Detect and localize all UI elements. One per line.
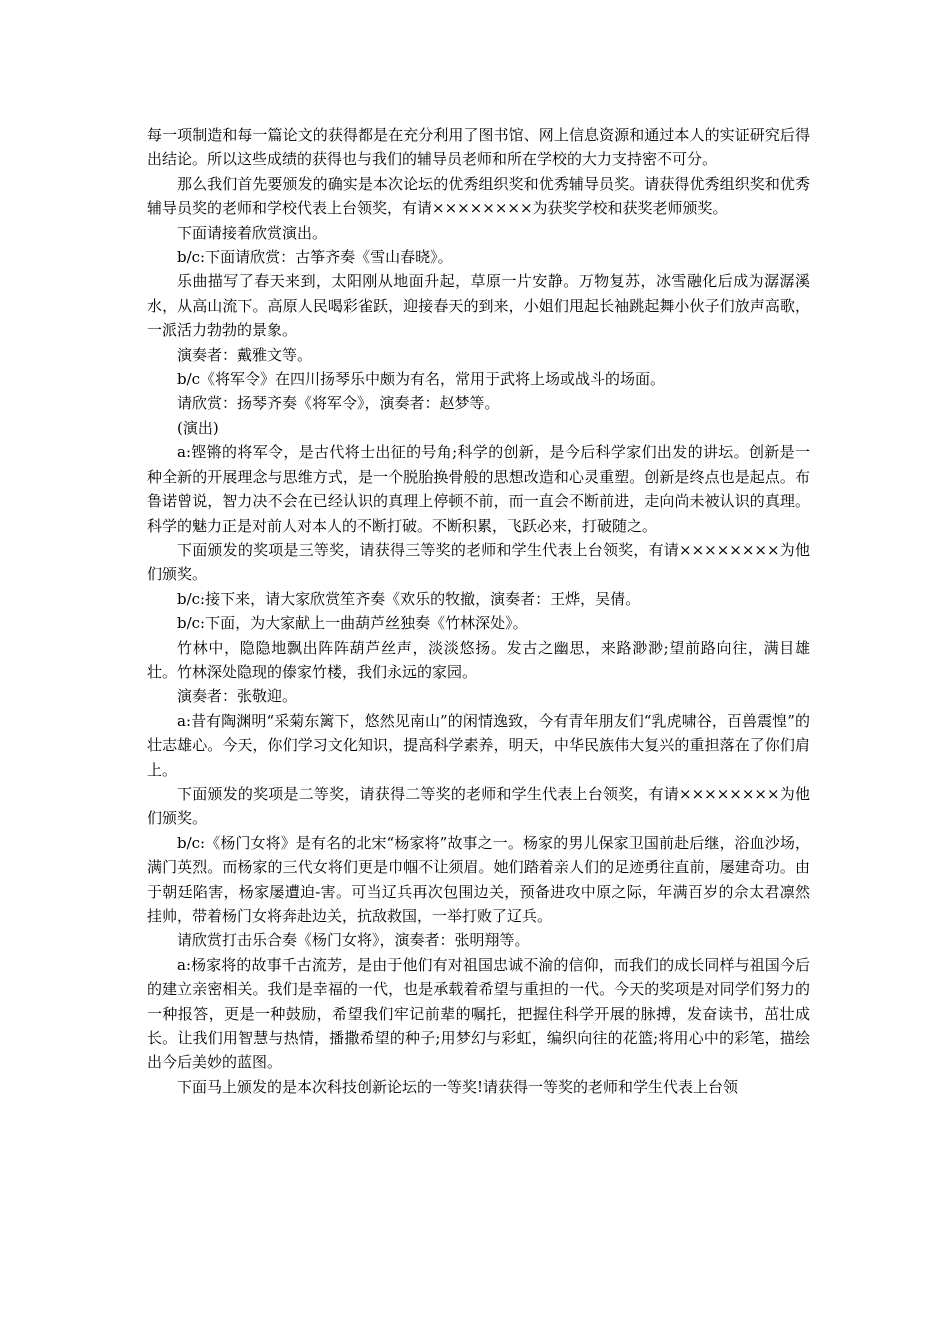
paragraph: b/c《将军令》在四川扬琴乐中颇为有名，常用于武将上场或战斗的场面。 [177,370,666,389]
paragraph: 下面请接着欣赏演出。 [177,223,328,242]
paragraph: b/c:下面，为大家献上一曲葫芦丝独奏《竹林深处》。 [177,614,528,633]
paragraph: 请欣赏：扬琴齐奏《将军令》，演奏者：赵梦等。 [177,394,500,413]
paragraph: 那么我们首先要颁发的确实是本次论坛的优秀组织奖和优秀辅导员奖。请获得优秀组织奖和优秀辅导员奖的老师和学校代表上台领奖，有请××××××××为获奖学校和获奖老师颁奖。 [147,174,810,218]
paragraph: a:铿锵的将军令，是古代将士出征的号角;科学的创新，是今后科学家们出发的讲坛。创新是一种全新的开展理念与思维方式，是一个脱胎换骨般的思想改造和心灵重塑。创新是终点也是起点。布鲁诺曾说，智力决不会在已经认识的真理上停顿不前，而一直会不断前进，走向尚未被认识的真理。科学的魅力正是对前人对本人的不断打破。不断积累，飞跃必来，打破随之。 [147,443,810,535]
paragraph: b/c:下面请欣赏：古筝齐奏《雪山春晓》。 [177,248,453,267]
paragraph: 乐曲描写了春天来到，太阳刚从地面升起，草原一片安静。万物复苏，冰雪融化后成为潺潺溪水，从高山流下。高原人民喝彩雀跃，迎接春天的到来，小姐们甩起长袖跳起舞小伙子们放声高歌，一派活力勃勃的景象。 [147,272,810,340]
paragraph: 下面颁发的奖项是三等奖，请获得三等奖的老师和学生代表上台领奖，有请××××××××为他们颁奖。 [147,540,810,584]
paragraph: 竹林中，隐隐地飘出阵阵葫芦丝声，淡淡悠扬。发古之幽思，来路渺渺;望前路向往，满目雄壮。竹林深处隐现的傣家竹楼，我们永远的家园。 [147,638,810,681]
paragraph: 请欣赏打击乐合奏《杨门女将》，演奏者：张明翔等。 [177,931,530,950]
paragraph: (演出) [177,418,219,437]
paragraph: b/c:接下来，请大家欣赏笙齐奏《欢乐的牧撤，演奏者：王烨，吴倩。 [177,589,641,608]
paragraph: 演奏者：戴雅文等。 [177,345,313,364]
paragraph: b/c:《杨门女将》是有名的北宋“杨家将”故事之一。杨家的男儿保家卫国前赴后继，浴血沙场，满门英烈。而杨家的三代女将们更是巾帼不让须眉。她们踏着亲人们的足迹勇往直前，屡建奇功。由于朝廷陷害，杨家屡遭迫-害。可当辽兵再次包围边关，预备进攻中原之际，年满百岁的佘太君凛然挂帅，带着杨门女将奔赴边关，抗敌救国，一举打败了辽兵。 [147,833,810,925]
paragraph: 演奏者：张敬迎。 [177,687,298,706]
paragraph: 下面颁发的奖项是二等奖，请获得二等奖的老师和学生代表上台领奖，有请××××××××为他们颁奖。 [147,784,810,828]
document-body [147,123,810,1099]
paragraph: 每一项制造和每一篇论文的获得都是在充分利用了图书馆、网上信息资源和通过本人的实证研究后得出结论。所以这些成绩的获得也与我们的辅导员老师和所在学校的大力支持密不可分。 [147,126,810,169]
paragraph: a:杨家将的故事千古流芳，是由于他们有对祖国忠诚不渝的信仰，而我们的成长同样与祖国今后的建立亲密相关。我们是幸福的一代，也是承载着希望与重担的一代。今天的奖项是对同学们努力的一种报答，更是一种鼓励，希望我们牢记前辈的嘱托，把握住科学开展的脉搏，发奋读书，茁壮成长。让我们用智慧与热情，播撒希望的种子;用梦幻与彩虹，编织向往的花篮;将用心中的彩笔，描绘出今后美妙的蓝图。 [147,955,810,1072]
paragraph: 下面马上颁发的是本次科技创新论坛的一等奖!请获得一等奖的老师和学生代表上台领 [177,1077,739,1096]
paragraph: a:昔有陶渊明“采菊东篱下，悠然见南山”的闲情逸致，今有青年朋友们“乳虎啸谷，百兽震惶”的壮志雄心。今天，你们学习文化知识，提高科学素养，明天，中华民族伟大复兴的重担落在了你们肩上。 [147,711,810,779]
